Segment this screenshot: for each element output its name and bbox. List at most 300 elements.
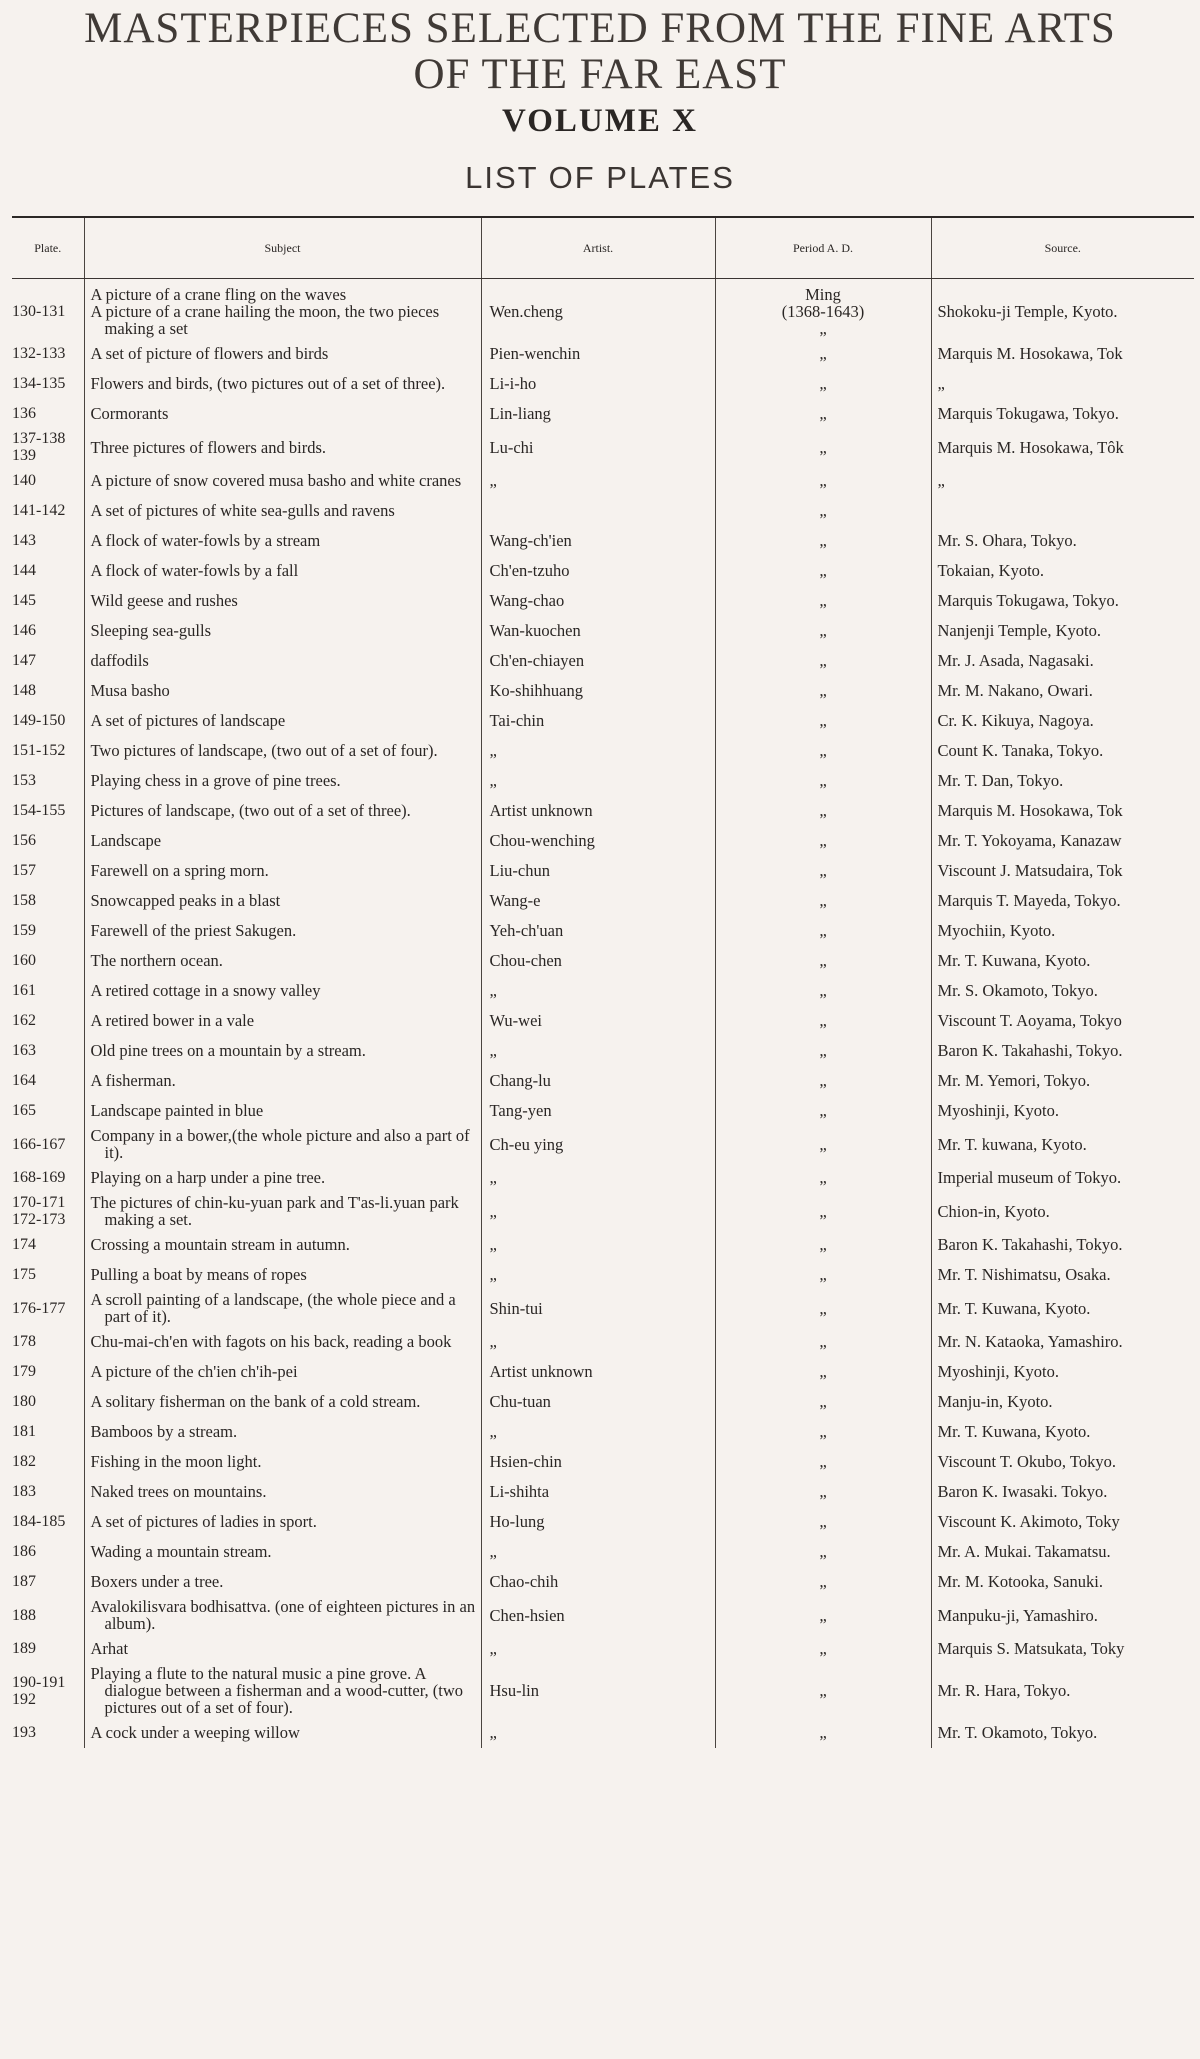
series-title-line-1: MASTERPIECES SELECTED FROM THE FINE ARTS [84, 5, 1116, 52]
subject-line: A scroll painting of a landscape, (the whole piece and a part of it). [90, 1290, 456, 1326]
source-cell: Manju-in, Kyoto. [937, 1392, 1053, 1411]
table-row [12, 1567, 1194, 1597]
artist-cell: „ [481, 1327, 715, 1357]
source-cell: Myoshinji, Kyoto. [937, 1101, 1059, 1120]
subject-line: The northern ocean. [90, 951, 223, 970]
subject-cell [84, 285, 481, 339]
source-cell: Viscount J. Matsudaira, Tok [937, 861, 1123, 880]
source-cell: Mr. S. Okamoto, Tokyo. [937, 981, 1098, 1000]
table-row [12, 1387, 1194, 1417]
table-row [12, 285, 1194, 339]
table-row [12, 1290, 1194, 1327]
period-line: „ [819, 1071, 827, 1090]
list-title: LIST OF PLATES [465, 160, 735, 195]
artist-cell: Ch'en-tzuho [481, 556, 715, 586]
plates-table [12, 218, 1194, 1748]
subject-cell [84, 796, 481, 826]
artist-cell: „ [481, 1634, 715, 1664]
subject-cell [84, 1447, 481, 1477]
table-row [12, 369, 1194, 399]
subject-line: A flock of water-fowls by a stream [90, 531, 321, 550]
source-cell: Mr. T. Nishimatsu, Osaka. [937, 1265, 1111, 1284]
table-row [12, 616, 1194, 646]
plate-cell: 157 [12, 856, 84, 886]
source-cell: Count K. Tanaka, Tokyo. [937, 741, 1104, 760]
subject-cell [84, 1387, 481, 1417]
artist-cell: Chang-lu [481, 1066, 715, 1096]
subject-line: Playing a flute to the natural music a pine grove. A dialogue between a fisherman and a wood-cutter, (two pictures out of a set of four). [90, 1664, 464, 1717]
period-line: „ [819, 1011, 827, 1030]
plate-cell: 178 [12, 1327, 84, 1357]
period-cell [715, 796, 931, 826]
artist-cell: Chou-chen [481, 946, 715, 976]
table-row [12, 1260, 1194, 1290]
artist-cell: „ [481, 736, 715, 766]
table-row [12, 736, 1194, 766]
subject-line: Pictures of landscape, (two out of a set of three). [90, 801, 411, 820]
table-row [12, 1126, 1194, 1163]
source-cell: Marquis S. Matsukata, Toky [937, 1639, 1125, 1658]
period-line: „ [819, 1134, 827, 1154]
period-line: „ [819, 404, 827, 423]
plate-cell: 149-150 [12, 706, 84, 736]
source-cell: Myoshinji, Kyoto. [937, 1362, 1059, 1381]
subject-line: Wading a mountain stream. [90, 1542, 272, 1561]
artist-cell: Wang-e [481, 886, 715, 916]
subject-cell [84, 1507, 481, 1537]
plate-cell: 145 [12, 586, 84, 616]
period-line: Ming [805, 285, 841, 304]
subject-line: Sleeping sea-gulls [90, 621, 212, 640]
subject-cell [84, 1327, 481, 1357]
source-cell: Myochiin, Kyoto. [937, 921, 1056, 940]
plate-cell: 183 [12, 1477, 84, 1507]
period-line: „ [819, 1512, 827, 1531]
subject-line: Chu-mai-ch'en with fagots on his back, reading a book [90, 1332, 452, 1351]
period-cell [715, 616, 931, 646]
period-line: „ [819, 711, 827, 730]
source-cell: Mr. T. Yokoyama, Kanazaw [937, 831, 1122, 850]
period-line: „ [819, 1041, 827, 1060]
table-row [12, 1664, 1194, 1718]
period-cell [715, 976, 931, 1006]
plate-cell: 168-169 [12, 1163, 84, 1193]
subject-cell [84, 1477, 481, 1507]
period-line: „ [819, 1168, 827, 1187]
period-line: „ [819, 1482, 827, 1501]
artist-cell: Lu-chi [481, 429, 715, 466]
plate-cell: 160 [12, 946, 84, 976]
period-cell [715, 676, 931, 706]
period-cell [715, 1126, 931, 1163]
table-row [12, 676, 1194, 706]
source-cell: Manpuku-ji, Yamashiro. [937, 1605, 1098, 1625]
period-cell [715, 496, 931, 526]
subject-cell [84, 399, 481, 429]
subject-cell [84, 1006, 481, 1036]
source-cell: Cr. K. Kikuya, Nagoya. [937, 711, 1094, 730]
table-row [12, 1718, 1194, 1748]
subject-cell [84, 1163, 481, 1193]
table-row [12, 1537, 1194, 1567]
source-cell: Marquis M. Hosokawa, Tok [937, 801, 1123, 820]
subject-cell [84, 976, 481, 1006]
subject-line: The pictures of chin-ku-yuan park and T'as-li.yuan park making a set. [90, 1193, 459, 1229]
period-line: „ [819, 1542, 827, 1561]
period-line: „ [819, 1235, 827, 1254]
period-line: „ [819, 1362, 827, 1381]
subject-cell [84, 616, 481, 646]
period-line: „ [819, 374, 827, 393]
source-cell: Mr. J. Asada, Nagasaki. [937, 651, 1094, 670]
artist-cell: Chu-tuan [481, 1387, 715, 1417]
period-line: (1368-1643) [781, 302, 865, 321]
subject-cell [84, 429, 481, 466]
source-cell: Mr. R. Hara, Tokyo. [937, 1681, 1071, 1700]
period-line: „ [819, 344, 827, 363]
table-row [12, 1634, 1194, 1664]
artist-cell: „ [481, 1163, 715, 1193]
period-cell [715, 736, 931, 766]
plate-cell: 193 [12, 1718, 84, 1748]
plate-cell: 187 [12, 1567, 84, 1597]
period-cell [715, 1634, 931, 1664]
source-cell: Mr. A. Mukai. Takamatsu. [937, 1542, 1111, 1561]
artist-cell: Liu-chun [481, 856, 715, 886]
subject-cell [84, 916, 481, 946]
header-artist: Artist. [481, 218, 715, 279]
period-line: „ [819, 771, 827, 790]
subject-line: A set of pictures of white sea-gulls and ravens [90, 501, 395, 520]
header-source: Source. [931, 218, 1194, 279]
source-cell: Mr. T. Dan, Tokyo. [937, 771, 1064, 790]
table-row [12, 856, 1194, 886]
source-cell: Viscount T. Aoyama, Tokyo [937, 1011, 1122, 1030]
plate-cell: 188 [12, 1597, 84, 1634]
artist-cell: Wen.cheng [481, 285, 715, 339]
period-line: „ [819, 891, 827, 910]
subject-line: A fisherman. [90, 1071, 176, 1090]
period-cell [715, 646, 931, 676]
subject-line: Cormorants [90, 404, 169, 423]
period-line: „ [819, 1723, 827, 1742]
period-line: „ [819, 531, 827, 550]
period-line: „ [819, 831, 827, 850]
subject-line: Two pictures of landscape, (two out of a set of four). [90, 741, 438, 760]
subject-line: Crossing a mountain stream in autumn. [90, 1235, 350, 1254]
plate-cell: 166-167 [12, 1126, 84, 1163]
table-row [12, 1477, 1194, 1507]
table-row [12, 1163, 1194, 1193]
source-cell: „ [937, 471, 945, 490]
source-cell: Mr. T. Kuwana, Kyoto. [937, 951, 1091, 970]
period-cell [715, 1193, 931, 1230]
plate-cell: 154-155 [12, 796, 84, 826]
subject-cell [84, 496, 481, 526]
subject-line: Avalokilisvara bodhisattva. (one of eighteen pictures in an album). [90, 1597, 476, 1633]
plate-cell: 179 [12, 1357, 84, 1387]
period-line: „ [819, 1332, 827, 1351]
subject-cell [84, 736, 481, 766]
plate-cell: 174 [12, 1230, 84, 1260]
subject-cell [84, 1290, 481, 1327]
artist-cell: Wan-kuochen [481, 616, 715, 646]
subject-line: Landscape [90, 831, 162, 850]
source-cell: Marquis M. Hosokawa, Tok [937, 344, 1123, 363]
table-row [12, 399, 1194, 429]
subject-cell [84, 1230, 481, 1260]
subject-cell [84, 826, 481, 856]
source-cell: Marquis Tokugawa, Tokyo. [937, 404, 1119, 423]
period-line: „ [819, 1265, 827, 1284]
table-row [12, 1096, 1194, 1126]
plate-cell: 134-135 [12, 369, 84, 399]
table-row [12, 1507, 1194, 1537]
table-row [12, 466, 1194, 496]
table-row [12, 1193, 1194, 1230]
period-cell [715, 1096, 931, 1126]
period-cell [715, 1447, 931, 1477]
table-row [12, 766, 1194, 796]
period-cell [715, 856, 931, 886]
artist-cell: „ [481, 1718, 715, 1748]
artist-cell: Li-shihta [481, 1477, 715, 1507]
source-cell: Mr. T. Kuwana, Kyoto. [937, 1298, 1091, 1318]
subject-line: daffodils [90, 651, 149, 670]
artist-cell: Artist unknown [481, 1357, 715, 1387]
period-line: „ [819, 1201, 827, 1221]
period-cell [715, 1163, 931, 1193]
source-cell: Marquis Tokugawa, Tokyo. [937, 591, 1119, 610]
plate-cell: 184-185 [12, 1507, 84, 1537]
plate-cell: 181 [12, 1417, 84, 1447]
source-cell: Baron K. Takahashi, Tokyo. [937, 1041, 1123, 1060]
source-cell: Mr. T. Kuwana, Kyoto. [937, 1422, 1091, 1441]
subject-cell [84, 1634, 481, 1664]
period-line: „ [819, 801, 827, 820]
artist-cell: „ [481, 1417, 715, 1447]
subject-line: Fishing in the moon light. [90, 1452, 262, 1471]
period-cell [715, 1718, 931, 1748]
period-cell [715, 339, 931, 369]
subject-cell [84, 1260, 481, 1290]
source-cell: Tokaian, Kyoto. [937, 561, 1045, 580]
period-line: „ [819, 681, 827, 700]
period-cell [715, 1357, 931, 1387]
period-line: „ [819, 1605, 827, 1625]
subject-cell [84, 1193, 481, 1230]
plate-cell: 143 [12, 526, 84, 556]
header-period: Period A. D. [715, 218, 931, 279]
plate-cell: 140 [12, 466, 84, 496]
artist-cell: Pien-wenchin [481, 339, 715, 369]
period-line: „ [819, 621, 827, 640]
period-cell [715, 946, 931, 976]
title-block [0, 0, 1200, 198]
subject-cell [84, 586, 481, 616]
period-line: „ [819, 319, 827, 338]
artist-cell: Chen-hsien [481, 1597, 715, 1634]
table-row [12, 916, 1194, 946]
artist-cell: Ho-lung [481, 1507, 715, 1537]
subject-line: Farewell on a spring morn. [90, 861, 269, 880]
artist-cell: Wu-wei [481, 1006, 715, 1036]
artist-cell: „ [481, 1193, 715, 1230]
source-cell: Marquis T. Mayeda, Tokyo. [937, 891, 1121, 910]
table-body [12, 279, 1194, 1749]
plate-cell: 147 [12, 646, 84, 676]
period-cell [715, 1290, 931, 1327]
artist-cell [481, 496, 715, 526]
source-cell: Mr. N. Kataoka, Yamashiro. [937, 1332, 1123, 1351]
period-line: „ [819, 591, 827, 610]
source-cell: Imperial museum of Tokyo. [937, 1168, 1122, 1187]
source-cell: Nanjenji Temple, Kyoto. [937, 621, 1102, 640]
table-header-row [12, 218, 1194, 279]
plates-table-wrap [12, 216, 1194, 2059]
subject-line: Playing chess in a grove of pine trees. [90, 771, 341, 790]
source-cell: Viscount T. Okubo, Tokyo. [937, 1452, 1116, 1471]
artist-cell: „ [481, 766, 715, 796]
source-cell: Baron K. Takahashi, Tokyo. [937, 1235, 1123, 1254]
plate-cell: 141-142 [12, 496, 84, 526]
subject-cell [84, 556, 481, 586]
plate-cell: 144 [12, 556, 84, 586]
period-line: „ [819, 651, 827, 670]
table-row [12, 946, 1194, 976]
subject-line: A set of pictures of landscape [90, 711, 286, 730]
table-row [12, 496, 1194, 526]
subject-line: Boxers under a tree. [90, 1572, 224, 1591]
subject-cell [84, 1357, 481, 1387]
plate-cell: 130-131 [12, 285, 84, 339]
plate-cell: 182 [12, 1447, 84, 1477]
period-line: „ [819, 861, 827, 880]
header-plate: Plate. [12, 218, 84, 279]
subject-cell [84, 1417, 481, 1447]
plate-cell: 161 [12, 976, 84, 1006]
subject-cell [84, 1096, 481, 1126]
period-cell [715, 1387, 931, 1417]
plate-cell: 146 [12, 616, 84, 646]
period-line: „ [819, 1639, 827, 1658]
subject-line: A set of pictures of ladies in sport. [90, 1512, 317, 1531]
period-line: „ [819, 951, 827, 970]
period-cell [715, 1537, 931, 1567]
source-cell: Mr. M. Kotooka, Sanuki. [937, 1572, 1103, 1591]
artist-cell: „ [481, 1036, 715, 1066]
subject-cell [84, 1597, 481, 1634]
subject-line: Old pine trees on a mountain by a stream. [90, 1041, 366, 1060]
artist-cell: Chou-wenching [481, 826, 715, 856]
subject-line: Company in a bower,(the whole picture and also a part of it). [90, 1126, 470, 1162]
artist-cell: Ch'en-chiayen [481, 646, 715, 676]
subject-line: A picture of the ch'ien ch'ih-pei [90, 1362, 298, 1381]
artist-cell: Shin-tui [481, 1290, 715, 1327]
plate-cell: 175 [12, 1260, 84, 1290]
plate-cell: 132-133 [12, 339, 84, 369]
plate-cell: 164 [12, 1066, 84, 1096]
subject-cell [84, 886, 481, 916]
subject-cell [84, 1664, 481, 1718]
period-cell [715, 886, 931, 916]
subject-cell [84, 676, 481, 706]
plate-cell: 148 [12, 676, 84, 706]
period-line: „ [819, 1298, 827, 1318]
table-row [12, 1036, 1194, 1066]
period-cell [715, 399, 931, 429]
period-cell [715, 916, 931, 946]
source-cell: Mr. S. Ohara, Tokyo. [937, 531, 1077, 550]
plate-cell: 165 [12, 1096, 84, 1126]
period-cell [715, 1327, 931, 1357]
table-row [12, 526, 1194, 556]
period-cell [715, 1230, 931, 1260]
period-cell [715, 1417, 931, 1447]
subject-cell [84, 466, 481, 496]
source-cell [931, 496, 1194, 526]
table-row [12, 706, 1194, 736]
subject-cell [84, 1036, 481, 1066]
table-row [12, 1066, 1194, 1096]
subject-line: A cock under a weeping willow [90, 1723, 300, 1742]
period-line: „ [819, 1452, 827, 1471]
plate-cell: 163 [12, 1036, 84, 1066]
subject-line: A picture of a crane fling on the waves [90, 285, 347, 304]
artist-cell: Yeh-ch'uan [481, 916, 715, 946]
subject-cell [84, 1567, 481, 1597]
period-line: „ [819, 1422, 827, 1441]
subject-cell [84, 646, 481, 676]
plate-cell: 136 [12, 399, 84, 429]
subject-line: Pulling a boat by means of ropes [90, 1265, 307, 1284]
artist-cell: Chao-chih [481, 1567, 715, 1597]
subject-line: A retired cottage in a snowy valley [90, 981, 321, 1000]
subject-line: Flowers and birds, (two pictures out of a set of three). [90, 374, 446, 393]
subject-line: Musa basho [90, 681, 170, 700]
artist-cell: „ [481, 1260, 715, 1290]
artist-cell: „ [481, 976, 715, 1006]
subject-line: A set of picture of flowers and birds [90, 344, 329, 363]
subject-line: Landscape painted in blue [90, 1101, 264, 1120]
plate-cell: 190-191 192 [12, 1664, 84, 1718]
period-line: „ [819, 741, 827, 760]
period-line: „ [819, 437, 827, 457]
table-row [12, 1230, 1194, 1260]
artist-cell: „ [481, 466, 715, 496]
period-cell [715, 369, 931, 399]
table-row [12, 586, 1194, 616]
source-cell: Viscount K. Akimoto, Toky [937, 1512, 1120, 1531]
period-cell [715, 429, 931, 466]
period-cell [715, 1036, 931, 1066]
period-line: „ [819, 561, 827, 580]
source-cell: Mr. M. Yemori, Tokyo. [937, 1071, 1091, 1090]
table-row [12, 1447, 1194, 1477]
subject-cell [84, 856, 481, 886]
period-line: „ [819, 1392, 827, 1411]
plate-cell: 162 [12, 1006, 84, 1036]
plate-cell: 159 [12, 916, 84, 946]
subject-line: Snowcapped peaks in a blast [90, 891, 281, 910]
table-row [12, 1006, 1194, 1036]
period-cell [715, 1664, 931, 1718]
period-cell [715, 556, 931, 586]
subject-cell [84, 946, 481, 976]
subject-line: A retired bower in a vale [90, 1011, 255, 1030]
volume-title: VOLUME X [502, 103, 698, 139]
table-row [12, 1357, 1194, 1387]
